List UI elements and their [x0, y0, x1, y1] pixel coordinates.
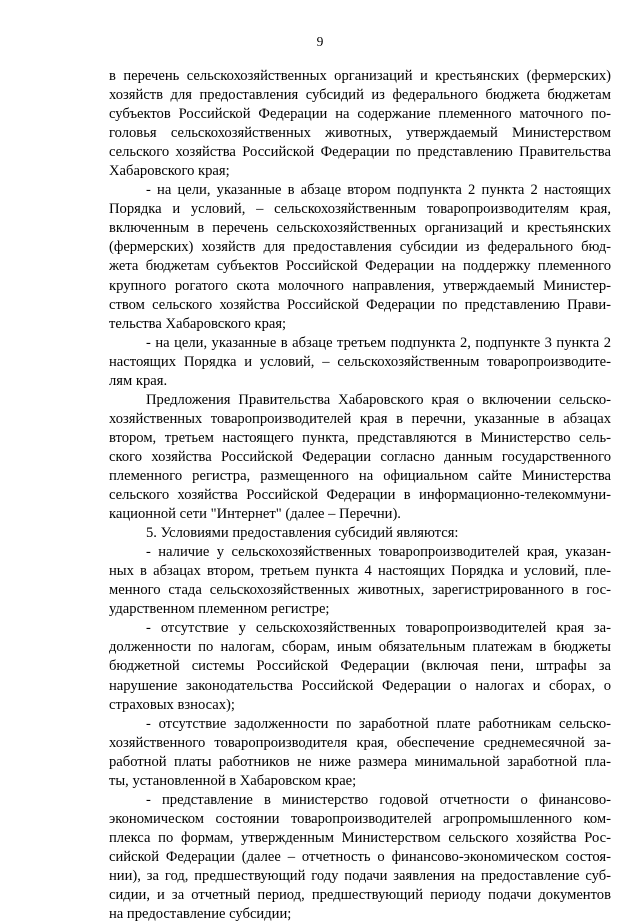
text-line: - наличие у сельскохозяйственных товаропроизводителей края, указан- [146, 544, 611, 561]
text-line: менного стада сельскохозяйственных животных, зарегистрированного в гос- [109, 582, 611, 599]
paragraph [109, 67, 611, 181]
text-line: - на цели, указанные в абзаце третьем подпункта 2, подпункте 3 пункта 2 [146, 334, 611, 351]
text-line: - отсутствие у сельскохозяйственных товаропроизводителей края за- [146, 620, 611, 637]
paragraph [109, 181, 611, 333]
text-line: долженности по налогам, сборам, иным обязательным платежам в бюджеты [109, 639, 611, 656]
text-line: хозяйственных товаропроизводителей края в перечни, указанные в абзацах [109, 410, 611, 427]
text-line: сельского хозяйства Российской Федерации в информационно-телекоммуни- [109, 487, 611, 504]
text-line: втором, третьем настоящего пункта, представляются в Министерство сель- [109, 429, 611, 446]
text-line: сельского хозяйства Российской Федерации по представлению Правительства [109, 144, 611, 161]
paragraph [109, 715, 611, 791]
text-line: (фермерских) хозяйств для предоставления субсидии из федерального бюд- [109, 239, 611, 256]
text-line: хозяйственного товаропроизводителя края, обеспечение среднемесячной за- [109, 734, 611, 751]
text-line: лям края. [109, 372, 168, 389]
paragraph [109, 334, 611, 391]
text-line: Хабаровского края; [109, 163, 230, 180]
text-line: жета бюджетам субъектов Российской Федерации на поддержку племенного [109, 258, 611, 275]
text-line: тельства Хабаровского края; [109, 315, 287, 332]
text-line: сидии, и за отчетный период, предшествующий периоду подачи документов [109, 887, 611, 904]
text-line: нии), за год, предшествующий году подачи заявления на предоставление суб- [109, 867, 611, 884]
text-line: настоящих Порядка и условий, – сельскохозяйственным товаропроизводите- [109, 353, 611, 370]
text-line: в перечень сельскохозяйственных организаций и крестьянских (фермерских) [109, 68, 611, 84]
text-line: хозяйств для предоставления субсидий из федерального бюджета бюджетам [109, 87, 611, 104]
text-line: сийской Федерации (далее – отчетность о финансово-экономическом состоя- [109, 848, 611, 865]
text-line: на предоставление субсидии; [109, 906, 292, 923]
text-line: страховых взносах); [109, 696, 235, 713]
text-line: - отсутствие задолженности по заработной плате работникам сельско- [146, 715, 611, 732]
text-line: ством сельского хозяйства Российской Федерации по представлению Прави- [109, 296, 611, 313]
paragraph [109, 791, 611, 924]
text-line: - представление в министерство годовой отчетности о финансово- [146, 791, 611, 808]
text-line: племенного регистра, размещенного на официальном сайте Министерства [109, 467, 611, 484]
paragraph [109, 619, 611, 714]
paragraph [109, 391, 611, 524]
text-line: ударственном племенном регистре; [109, 601, 330, 618]
text-line: бюджетной системы Российской Федерации (включая пени, штрафы за [109, 658, 611, 675]
text-line: крупного рогатого скота молочного направления, утверждаемый Министер- [109, 277, 611, 294]
page-number: 9 [316, 34, 324, 49]
text-line: нарушение законодательства Российской Федерации о налогах и сборах, о [109, 677, 611, 694]
text-line: Предложения Правительства Хабаровского края о включении сельско- [146, 391, 611, 408]
text-line: плекса по формам, утвержденным Министерством сельского хозяйства Рос- [109, 829, 611, 846]
text-line: включенным в перечень сельскохозяйственных организаций и крестьянских [109, 220, 611, 237]
text-line: субъектов Российской Федерации на содержание племенного маточного по- [109, 106, 611, 123]
paragraph [109, 543, 611, 619]
text-line: экономическом состоянии товаропроизводителей агропромышленного ком- [109, 810, 611, 827]
text-line: ных в абзацах втором, третьем пункта 4 настоящих Порядка и условий, пле- [109, 563, 611, 580]
text-line: кационной сети "Интернет" (далее – Перечни). [109, 506, 401, 523]
text-line: 5. Условиями предоставления субсидий являются: [146, 525, 459, 542]
document-body [109, 67, 611, 924]
text-line: ты, установленной в Хабаровском крае; [109, 772, 357, 789]
text-line: - на цели, указанные в абзаце втором подпункта 2 пункта 2 настоящих [146, 182, 611, 199]
paragraph [109, 524, 611, 543]
text-line: работной платы работников не ниже размера минимальной заработной пла- [109, 753, 611, 770]
text-line: Порядка и условий, – сельскохозяйственным товаропроизводителям края, [109, 201, 611, 218]
text-line: ского хозяйства Российской Федерации согласно данным государственного [109, 448, 611, 465]
text-line: головья сельскохозяйственных животных, утверждаемый Министерством [109, 125, 611, 142]
